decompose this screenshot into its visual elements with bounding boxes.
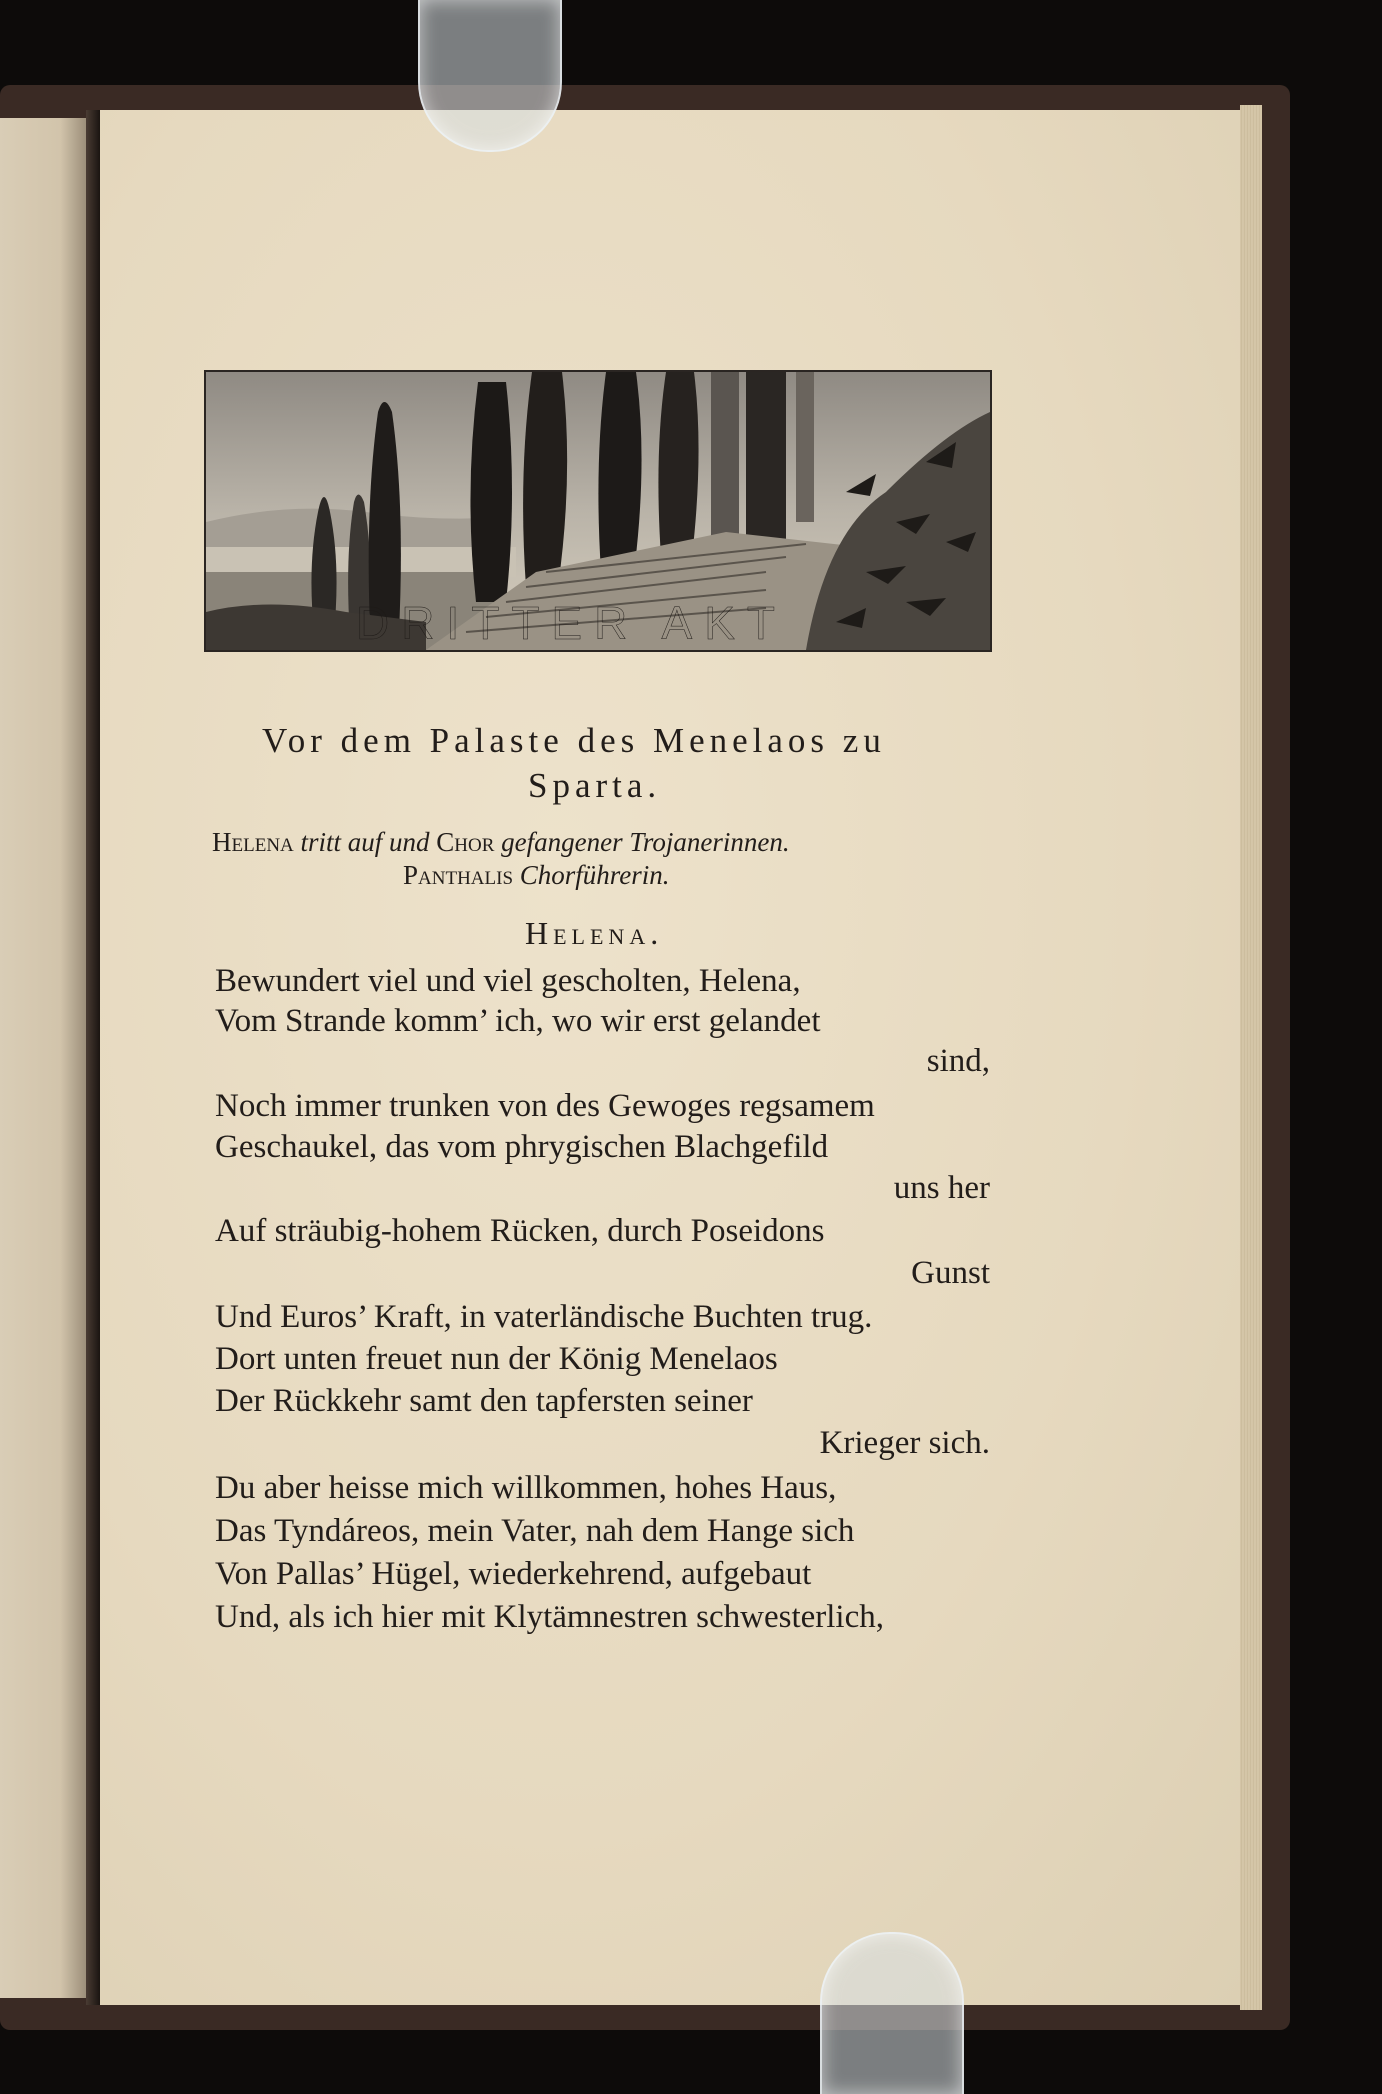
cast-line: [403, 858, 670, 892]
stage-direction: Chorführerin.: [519, 860, 670, 890]
verse-line: Noch immer trunken von des Gewoges regsamem: [215, 1088, 875, 1124]
verse-line: Geschaukel, das vom phrygischen Blachgefild: [215, 1129, 829, 1165]
verse-line: Du aber heisse mich willkommen, hohes Haus,: [215, 1470, 837, 1506]
stage-direction: tritt: [300, 827, 342, 857]
verse-line: Auf sträubig-hohem Rücken, durch Poseidons: [215, 1213, 825, 1249]
cast-chor: Chor: [436, 827, 495, 857]
verse-line-continuation: sind,: [926, 1043, 990, 1079]
verse-line: Und Euros’ Kraft, in vaterländische Buchten trug.: [215, 1299, 873, 1335]
scene-heading-continued: Sparta.: [528, 766, 662, 805]
verse-line: Bewundert viel und viel gescholten, Helena,: [215, 963, 801, 999]
cast-line: [212, 825, 790, 859]
verse-line: Vom Strande komm’ ich, wo wir erst gelandet: [215, 1003, 821, 1039]
verse-line: Von Pallas’ Hügel, wiederkehrend, aufgebaut: [215, 1556, 812, 1592]
cast-helena: Helena: [212, 827, 294, 857]
left-page-edge: [0, 118, 86, 1998]
verse-line-continuation: uns her: [893, 1170, 990, 1206]
scene-heading: Vor dem Palaste des Menelaos zu: [262, 721, 886, 760]
verse-line: Dort unten freuet nun der König Menelaos: [215, 1341, 778, 1377]
act-title: DRITTER AKT: [356, 597, 788, 649]
verse-line-continuation: Gunst: [911, 1255, 990, 1291]
cast-panthalis: Panthalis: [403, 860, 514, 890]
verse-line: Der Rückkehr samt den tapfersten seiner: [215, 1383, 753, 1419]
book-gutter: [86, 110, 100, 2005]
stage-direction: auf und: [347, 827, 430, 857]
speaker-name: Helena.: [525, 915, 664, 951]
act-illustration: [204, 370, 992, 652]
verse-line-continuation: Krieger sich.: [819, 1425, 990, 1461]
verse-line: Das Tyndáreos, mein Vater, nah dem Hange sich: [215, 1513, 855, 1549]
page-clip-bottom: [820, 1932, 964, 2094]
stage-direction: gefangener Trojanerinnen.: [501, 827, 790, 857]
page-edges: [1240, 105, 1262, 2010]
page-clip-top: [418, 0, 562, 152]
verse-line: Und, als ich hier mit Klytämnestren schwesterlich,: [215, 1599, 884, 1635]
